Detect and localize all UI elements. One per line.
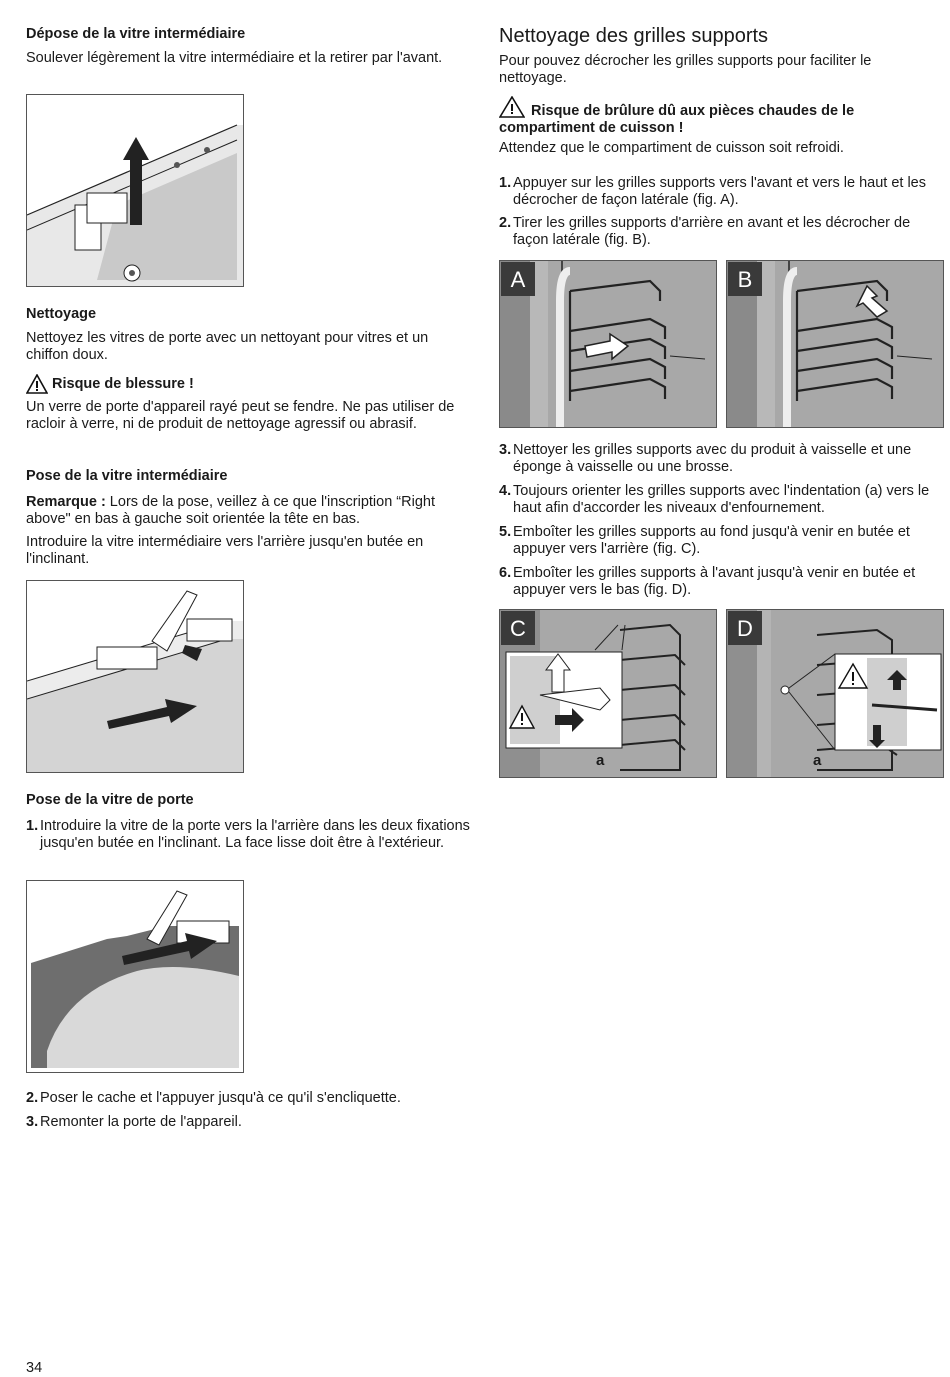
- list-text: Appuyer sur les grilles supports vers l'avant et vers le haut et les décrocher de façon latérale (fig. A).: [513, 175, 926, 208]
- section-title-pose-vitre-porte: Pose de la vitre de porte: [26, 792, 194, 808]
- list-item: [499, 215, 944, 249]
- warning-title: Risque de brûlure dû aux pièces chaudes de le compartiment de cuisson !: [499, 103, 855, 136]
- paragraph-warning-text: Attendez que le compartiment de cuisson soit refroidi.: [499, 140, 844, 156]
- list-item: [499, 175, 944, 209]
- paragraph-nettoyage: Nettoyez les vitres de porte avec un nettoyant pour vitres et un chiffon doux.: [26, 330, 429, 363]
- figure-insert-door-glass: [26, 880, 244, 1073]
- list-item: [499, 483, 944, 517]
- figure-insert-intermediate-glass: [26, 580, 244, 773]
- list-item: [26, 1114, 471, 1131]
- warning-triangle-icon: [26, 374, 48, 394]
- paragraph-warning: Un verre de porte d'appareil rayé peut se fendre. Ne pas utiliser de racloir à verre, ni de produit de nettoyage agressif ou abrasif.: [26, 399, 455, 432]
- list-text: Remonter la porte de l'appareil.: [40, 1114, 242, 1130]
- list-item: [499, 442, 944, 476]
- list-text: Emboîter les grilles supports au fond jusqu'à venir en butée et appuyer vers l'arrière (fig. C).: [513, 524, 910, 557]
- paragraph-depose: Soulever légèrement la vitre intermédiaire et la retirer par l'avant.: [26, 50, 443, 66]
- list-number: 1.: [26, 818, 39, 834]
- list-number: 1.: [499, 175, 512, 191]
- page-title: Nettoyage des grilles supports: [499, 25, 769, 47]
- section-title-pose-intermediaire: Pose de la vitre intermédiaire: [26, 468, 228, 484]
- list-text: Toujours orienter les grilles supports avec l'indentation (a) vers le haut afin d'accorder les niveaux d'enfournement.: [513, 483, 930, 516]
- warning-blessure: [26, 374, 471, 394]
- list-item: [26, 818, 471, 852]
- list-text: Tirer les grilles supports d'arrière en avant et les décrocher de façon latérale (fig. B).: [513, 215, 911, 248]
- section-nettoyage: [26, 306, 471, 433]
- page-number: 34: [26, 1360, 43, 1376]
- section-title-depose: Dépose de la vitre intermédiaire: [26, 26, 246, 42]
- paragraph-remarque: [26, 494, 471, 528]
- figure-c: [499, 609, 717, 778]
- figure-a: [499, 260, 717, 428]
- figure-tag: C: [501, 611, 535, 645]
- warning-title: Risque de blessure !: [52, 376, 194, 392]
- section-pose-vitre-porte: [26, 792, 471, 809]
- figure-d: [726, 609, 944, 778]
- figure-remove-intermediate-glass: [26, 94, 244, 287]
- list-item: [499, 524, 944, 558]
- remarque-text: Lors de la pose, veillez à ce que l'inscription “Right above" en bas à gauche soit orientée la tête en bas.: [26, 494, 435, 527]
- list-number: 6.: [499, 565, 512, 581]
- paragraph-introduire: Introduire la vitre intermédiaire vers l'arrière jusqu'en butée en l'inclinant.: [26, 534, 424, 567]
- list-text: Emboîter les grilles supports à l'avant jusqu'à venir en butée et appuyer vers le bas (fig. D).: [513, 565, 916, 598]
- indentation-label: a: [596, 752, 605, 769]
- figure-tag: A: [501, 262, 535, 296]
- list-number: 3.: [499, 442, 512, 458]
- list-text: Introduire la vitre de la porte vers la l'arrière dans les deux fixations jusqu'en butée en l'inclinant. La face lisse doit être à l'extérieur.: [40, 818, 470, 851]
- list-item: [499, 565, 944, 599]
- list-number: 5.: [499, 524, 512, 540]
- figure-b: [726, 260, 944, 428]
- list-text: Poser le cache et l'appuyer jusqu'à ce qu'il s'encliquette.: [40, 1090, 401, 1106]
- list-text: Nettoyer les grilles supports avec du produit à vaisselle et une éponge à vaisselle ou une brosse.: [513, 442, 912, 475]
- list-number: 4.: [499, 483, 512, 499]
- figure-tag: D: [728, 611, 762, 645]
- section-pose-intermediaire: [26, 468, 471, 568]
- list-item: [26, 1090, 471, 1107]
- list-number: 2.: [26, 1090, 39, 1106]
- section-title-nettoyage: Nettoyage: [26, 306, 97, 322]
- list-number: 3.: [26, 1114, 39, 1130]
- paragraph-intro: Pour pouvez décrocher les grilles supports pour faciliter le nettoyage.: [499, 53, 872, 86]
- figure-tag: B: [728, 262, 762, 296]
- remarque-label: Remarque :: [26, 494, 106, 510]
- list-number: 2.: [499, 215, 512, 231]
- indentation-label: a: [813, 752, 822, 769]
